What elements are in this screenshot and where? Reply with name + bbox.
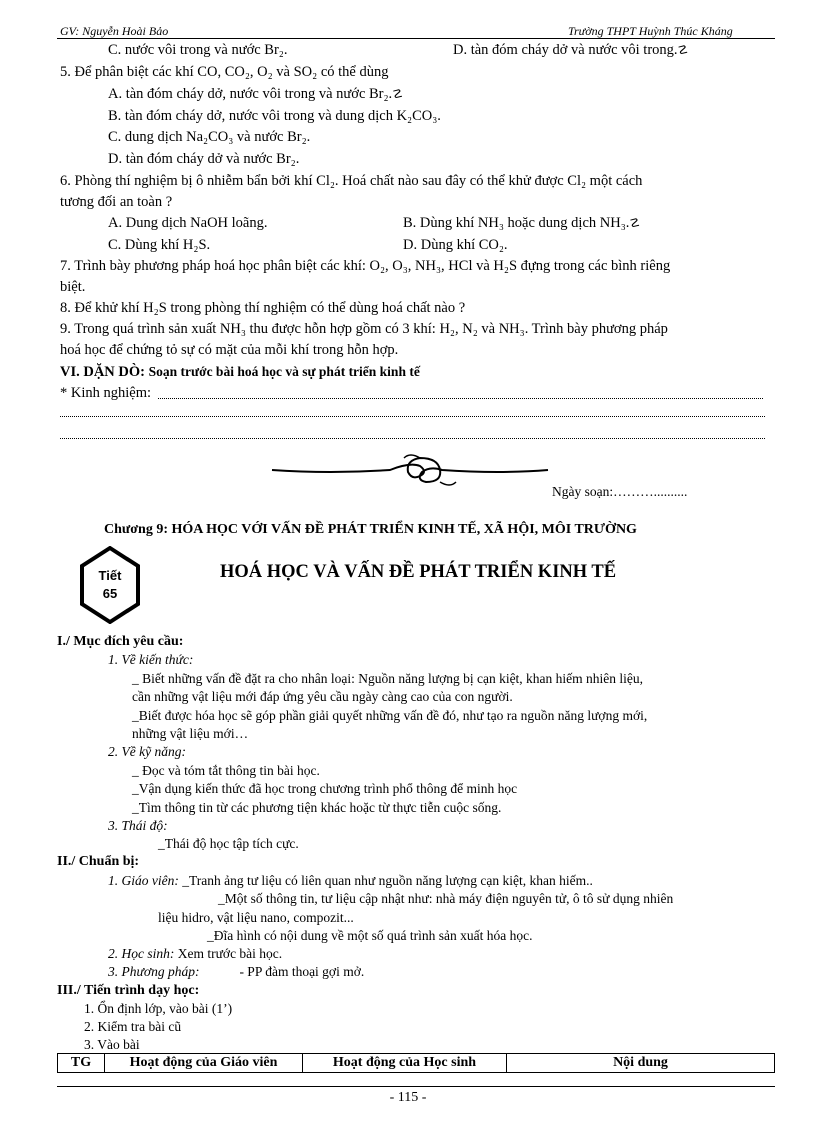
q4-option-d: D. tàn đóm cháy dở và nước vôi trong.☡ <box>453 42 689 58</box>
q5-option-a: A. tàn đóm cháy dở, nước vôi trong và nước Br₂.☡ <box>108 86 403 102</box>
attitude-item-1: _Thái độ học tập tích cực. <box>158 836 299 851</box>
dotted-line <box>60 438 765 439</box>
q6-stem-line2: tương đối an toàn ? <box>60 194 173 210</box>
teacher-prep-2a: _Một số thông tin, tư liệu cập nhật như: nhà máy điện nguyên tử, ô tô sử dụng nhiên <box>218 891 674 906</box>
knowledge-item-1a: _ Biết những vấn đề đặt ra cho nhân loại: Nguồn năng lượng bị cạn kiệt, khan hiếm nhiên liệu, <box>132 671 644 686</box>
skill-item-2: _Vận dụng kiến thức đã học trong chương trình phổ thông để minh học <box>132 781 518 796</box>
header-author: GV: Nguyễn Hoài Bảo <box>60 24 169 38</box>
knowledge-item-2a: _Biết được hóa học sẽ góp phần giải quyết những vấn đề đó, như tạo ra nguồn năng lượng mới, <box>132 708 648 723</box>
lesson-plan-table <box>57 1053 775 1073</box>
q4-option-c: C. nước vôi trong và nước Br₂. <box>108 42 288 58</box>
attitude-heading: 3. Thái độ: <box>108 818 168 833</box>
answer-flag-icon: ☡ <box>677 43 689 57</box>
chapter-heading: Chương 9: HÓA HỌC VỚI VẤN ĐỀ PHÁT TRIỂN KINH TẾ, XÃ HỘI, MÔI TRƯỜNG <box>104 522 637 537</box>
knowledge-item-1b: cần những vật liệu mới đáp ứng yêu cầu ngày càng cao của con người. <box>132 689 513 704</box>
q6-option-a: A. Dung dịch NaOH loãng. <box>108 215 268 231</box>
tiet-number: 65 <box>102 586 118 601</box>
dotted-line <box>158 398 763 399</box>
method-prep: 3. Phương pháp: - PP đàm thoại gợi mở. <box>108 964 365 979</box>
q6-stem-line1: 6. Phòng thí nghiệm bị ô nhiễm bẩn bởi khí Cl₂. Hoá chất nào sau đây có thể khử được Cl₂ một cách <box>60 173 643 189</box>
knowledge-heading: 1. Về kiến thức: <box>108 652 194 667</box>
process-item-2: 2. Kiểm tra bài cũ <box>84 1019 182 1034</box>
q7-line1: 7. Trình bày phương pháp hoá học phân biệt các khí: O₂, O₃, NH₃, HCl và H₂S đựng trong các bình riêng <box>60 258 671 274</box>
skill-item-3: _Tìm thông tin từ các phương tiện khác hoặc từ thực tiễn cuộc sống. <box>132 800 502 815</box>
section-iii-title: III./ Tiến trình dạy học: <box>57 983 200 998</box>
lesson-title: HOÁ HỌC VÀ VẤN ĐỀ PHÁT TRIỂN KINH TẾ <box>220 562 617 582</box>
col-tg: TG <box>58 1054 105 1073</box>
dan-do-label: VI. DẶN DÒ: <box>60 364 145 380</box>
header-rule <box>57 38 775 39</box>
section-ii-title: II./ Chuẩn bị: <box>57 854 140 869</box>
teacher-prep-2b: liệu hidro, vật liệu nano, compozit... <box>158 910 354 925</box>
page-number: - 115 - <box>389 1090 427 1105</box>
teacher-prep-3: _Đĩa hình có nội dung về một số quá trình sản xuất hóa học. <box>207 928 533 943</box>
skills-heading: 2. Về kỹ năng: <box>108 744 186 759</box>
q6-option-d: D. Dùng khí CO₂. <box>403 237 508 253</box>
q5-option-d: D. tàn đóm cháy dở và nước Br₂. <box>108 151 300 167</box>
table-header-row <box>58 1054 775 1073</box>
teacher-prep: 1. Giáo viên: _Tranh ảng tư liệu có liên quan như nguồn năng lượng cạn kiệt, khan hiếm.. <box>108 873 593 888</box>
q7-line2: biệt. <box>60 279 86 295</box>
student-prep: 2. Học sinh: Xem trước bài học. <box>108 946 283 961</box>
q8: 8. Để khử khí H₂S trong phòng thí nghiệm có thể dùng hoá chất nào ? <box>60 300 466 316</box>
process-item-3: 3. Vào bài <box>84 1037 140 1052</box>
answer-flag-icon: ☡ <box>629 216 641 230</box>
dotted-line <box>60 416 765 417</box>
lesson-number-badge <box>80 546 140 624</box>
ngay-soan: Ngày soạn:……….......... <box>552 484 688 499</box>
col-teacher: Hoạt động của Giáo viên <box>105 1054 303 1073</box>
dan-do-text: Soạn trước bài hoá học và sự phát triển kinh tế <box>148 364 420 379</box>
q9-line2: hoá học để chứng tỏ sự có mặt của mỗi khí trong hỗn hợp. <box>60 342 399 358</box>
header-school: Trường THPT Huỳnh Thúc Kháng <box>568 24 733 38</box>
col-student: Hoạt động của Học sinh <box>303 1054 507 1073</box>
q5-option-b: B. tàn đóm cháy dở, nước vôi trong và dung dịch K₂CO₃. <box>108 108 441 124</box>
answer-flag-icon: ☡ <box>392 87 403 101</box>
skill-item-1: _ Đọc và tóm tắt thông tin bài học. <box>132 763 320 778</box>
q6-option-b: B. Dùng khí NH₃ hoặc dung dịch NH₃.☡ <box>403 215 641 231</box>
q9-line1: 9. Trong quá trình sản xuất NH₃ thu được hỗn hợp gồm có 3 khí: H₂, N₂ và NH₃. Trình bày phương pháp <box>60 321 668 337</box>
q6-option-c: C. Dùng khí H₂S. <box>108 237 211 253</box>
col-content: Nội dung <box>507 1054 775 1073</box>
dan-do <box>60 364 420 381</box>
section-i-title: I./ Mục đích yêu cầu: <box>57 634 184 649</box>
process-item-1: 1. Ổn định lớp, vào bài (1’) <box>84 1001 233 1016</box>
ornament-divider <box>270 452 550 488</box>
tiet-label: Tiết <box>98 568 122 583</box>
kinh-nghiem-label: * Kinh nghiệm: <box>60 385 152 401</box>
q5-option-c: C. dung dịch Na₂CO₃ và nước Br₂. <box>108 129 311 145</box>
q5-stem: 5. Để phân biệt các khí CO, CO₂, O₂ và SO₂ có thể dùng <box>60 64 389 80</box>
knowledge-item-2b: những vật liệu mới… <box>132 726 249 741</box>
footer-rule <box>57 1086 775 1087</box>
